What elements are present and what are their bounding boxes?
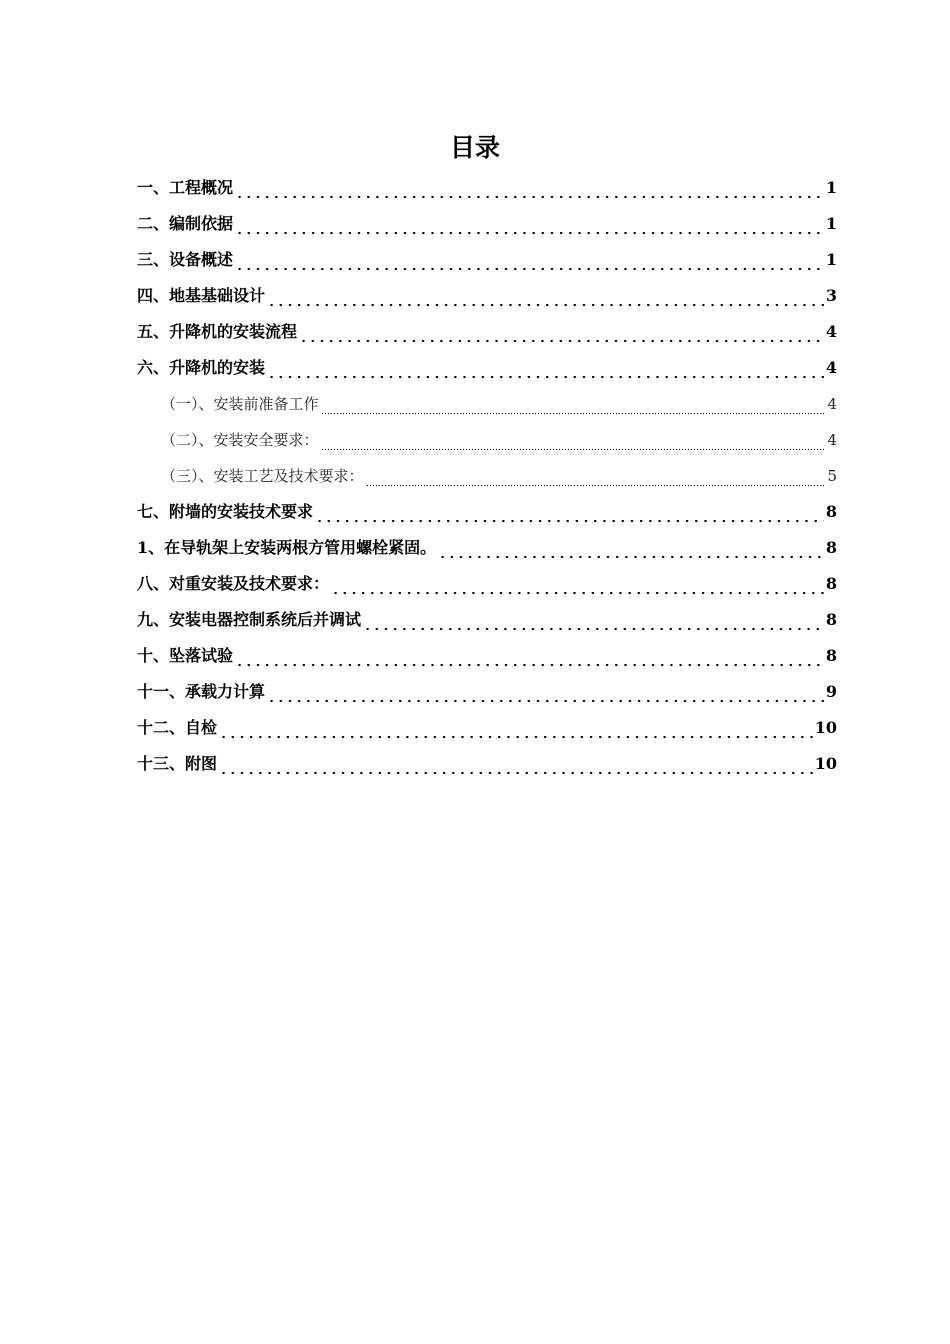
toc-entry[interactable] [137, 746, 837, 782]
page-title: 目录 [449, 133, 500, 162]
toc-leader [321, 403, 826, 415]
toc-entry-text: 三、设备概述 [137, 250, 234, 269]
toc-entry-text: 十、坠落试验 [137, 646, 234, 665]
toc-entry-page: 4 [827, 431, 837, 449]
toc-entry-text: 九、安装电器控制系统后并调试 [137, 610, 362, 629]
toc-entry-page: 3 [825, 286, 837, 305]
toc-entry[interactable] [137, 314, 837, 350]
toc-subentry[interactable] [137, 422, 837, 458]
toc-entry[interactable] [137, 206, 837, 242]
toc-entry[interactable] [137, 494, 837, 530]
toc-list [137, 170, 837, 782]
toc-entry-text: 六、升降机的安装 [137, 358, 266, 377]
toc-entry[interactable] [137, 638, 837, 674]
toc-entry[interactable] [137, 350, 837, 386]
toc-entry-page: 8 [825, 574, 837, 593]
toc-leader [235, 655, 824, 667]
toc-entry[interactable] [137, 566, 837, 602]
toc-entry-page: 1 [825, 178, 837, 197]
toc-leader [219, 763, 813, 775]
toc-entry-page: 1 [825, 214, 837, 233]
toc-entry-text: 十二、自检 [137, 718, 218, 737]
toc-entry-page: 4 [825, 322, 837, 341]
toc-entry-page: 8 [825, 610, 837, 629]
toc-entry-page: 4 [825, 358, 837, 377]
toc-leader [219, 727, 813, 739]
toc-leader [235, 259, 824, 271]
toc-entry-text: （一）、安装前准备工作 [161, 395, 319, 413]
toc-entry-page: 10 [814, 718, 837, 737]
toc-entry-text: 二、编制依据 [137, 214, 234, 233]
toc-leader [438, 547, 824, 559]
toc-entry[interactable] [137, 530, 837, 566]
toc-entry-page: 5 [827, 467, 837, 485]
toc-leader [235, 187, 824, 199]
toc-entry-text: 十三、附图 [137, 754, 218, 773]
toc-entry-text: 八、对重安装及技术要求： [137, 574, 330, 593]
toc-entry[interactable] [137, 710, 837, 746]
toc-entry-text: （二）、安装安全要求： [161, 431, 319, 449]
toc-entry-page: 1 [825, 250, 837, 269]
toc-entry-text: 七、附墙的安装技术要求 [137, 502, 314, 521]
toc-leader [315, 511, 824, 523]
toc-entry-page: 8 [825, 646, 837, 665]
toc-entry[interactable] [137, 242, 837, 278]
toc-subentry[interactable] [137, 386, 837, 422]
toc-entry[interactable] [137, 278, 837, 314]
toc-entry-page: 9 [825, 682, 837, 701]
toc-entry-text: 一、工程概况 [137, 178, 234, 197]
toc-leader [366, 475, 826, 487]
toc-entry-text: 五、升降机的安装流程 [137, 322, 298, 341]
toc-entry-text: 1、在导轨架上安装两根方管用螺栓紧固。 [137, 538, 437, 557]
toc-leader [331, 583, 824, 595]
toc-leader [363, 619, 824, 631]
toc-leader [321, 439, 826, 451]
toc-entry[interactable] [137, 674, 837, 710]
toc-leader [299, 331, 824, 343]
toc-entry-text: 四、地基基础设计 [137, 286, 266, 305]
toc-leader [267, 367, 824, 379]
toc-subentry[interactable] [137, 458, 837, 494]
toc-entry[interactable] [137, 170, 837, 206]
toc-entry[interactable] [137, 602, 837, 638]
toc-leader [267, 295, 824, 307]
toc-entry-page: 4 [827, 395, 837, 413]
toc-entry-text: （三）、安装工艺及技术要求： [161, 467, 364, 485]
toc-entry-page: 8 [825, 502, 837, 521]
toc-entry-page: 10 [814, 754, 837, 773]
toc-entry-text: 十一、承载力计算 [137, 682, 266, 701]
toc-leader [235, 223, 824, 235]
toc-leader [267, 691, 824, 703]
toc-entry-page: 8 [825, 538, 837, 557]
